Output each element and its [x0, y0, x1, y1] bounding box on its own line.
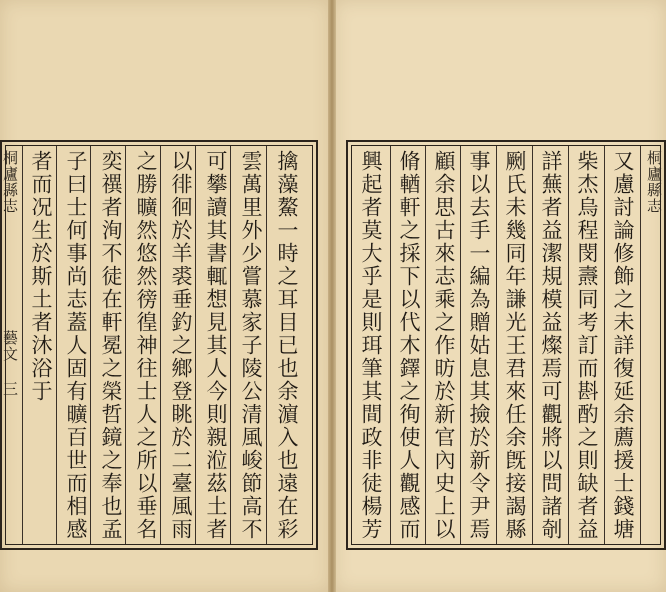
left-margin-title: 桐廬縣志	[1, 150, 19, 214]
right-column-4: 劂氏未幾同年謙光王君來任余旣接謁縣	[503, 150, 527, 541]
right-column-5: 事以去手一編為贈姑息其撿於新令尹焉	[467, 150, 491, 541]
left-column-3: 可攀讀其書輒想見其人今則親涖茲土者	[204, 150, 228, 541]
right-column-1: 又慮討論修飾之未詳復延余薦援士錢塘	[611, 150, 635, 541]
right-margin-title: 桐廬縣志	[645, 150, 663, 214]
right-column-3: 詳蕪者益潔規模益燦焉可觀將以問諸剞	[539, 150, 563, 541]
left-column-2: 雲萬里外少嘗慕家子陵公清風峻節高不	[239, 150, 263, 541]
left-column-4: 以徘徊於羊裘垂釣之鄉登眺於二臺風雨	[169, 150, 193, 541]
right-column-7: 脩輶軒之採下以代木鐸之徇使人觀感而	[397, 150, 421, 541]
book-gutter	[328, 0, 336, 592]
left-margin-section: 藝文 三	[1, 330, 19, 397]
right-column-2: 柴杰烏程閔燾同考訂而斟酌之則缺者益	[575, 150, 599, 541]
left-column-5: 之勝曠然悠然徬徨神往士人之所以垂名	[134, 150, 158, 541]
right-column-6: 顧余思古來志乘之作昉於新官內史上以	[432, 150, 456, 541]
left-column-6: 奕禩者洵不徒在軒冕之榮哲鏡之奉也孟	[99, 150, 123, 541]
left-column-7: 子曰士何事尚志蓋人固有曠百世而相感	[64, 150, 88, 541]
left-column-1: 擒藻鰲一時之耳目已也余濵入也遠在彩	[275, 150, 299, 541]
left-column-8: 者而况生於斯土者沐浴于	[29, 150, 53, 403]
right-column-8: 興起者莫大乎是則珥筆其間政非徒楊芳	[359, 150, 383, 541]
